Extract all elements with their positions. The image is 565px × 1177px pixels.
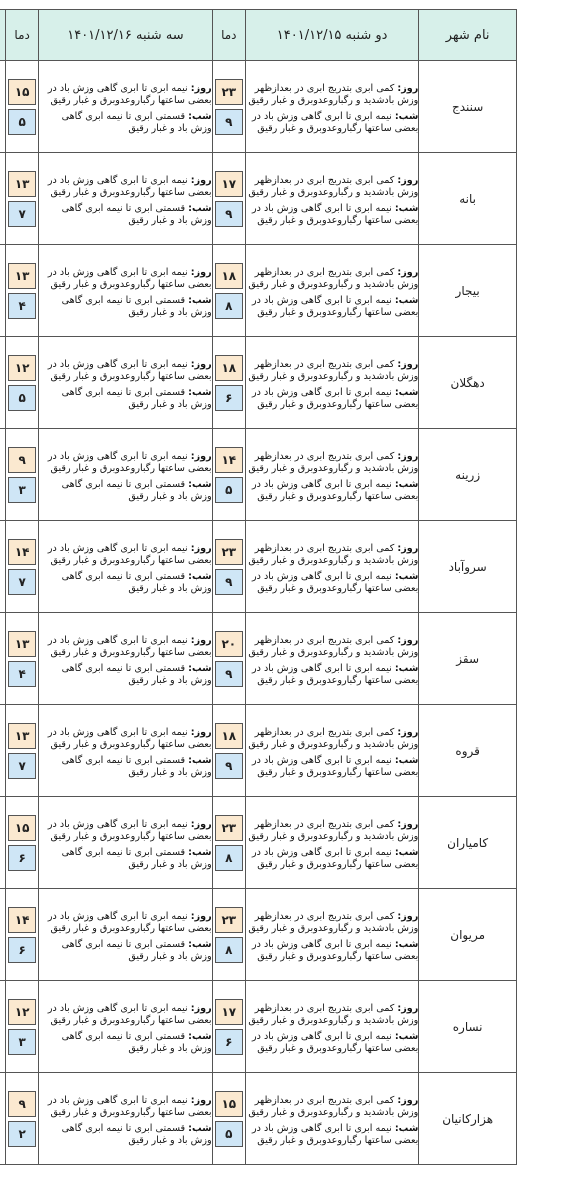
day2-night-text: شب: قسمتی ابری تا نیمه ابری گاهی وزش باد و غبار رقیق (61, 663, 212, 686)
day1-night-text: شب: نیمه ابری تا ابری گاهی وزش باد در بعضی ساعتها رگباروعدوبرق و غبار رقیق (252, 1123, 419, 1146)
day2-min-temp: ۷ (8, 569, 36, 595)
day2-night-text: شب: قسمتی ابری تا نیمه ابری گاهی وزش باد و غبار رقیق (61, 939, 212, 962)
day2-temps (5, 1073, 38, 1165)
day1-day-text: روز: کمی ابری بتدریج ابری در بعدازظهر وزش بادشدید و رگباروعدوبرق و غبار رقیق (248, 635, 419, 658)
day1-night-text: شب: نیمه ابری تا ابری گاهی وزش باد در بعضی ساعتها رگباروعدوبرق و غبار رقیق (252, 847, 419, 870)
day1-min-temp: ۹ (215, 201, 243, 227)
day2-max-temp: ۱۵ (8, 79, 36, 105)
day1-temps (212, 981, 245, 1073)
day1-day-text: روز: کمی ابری بتدریج ابری در بعدازظهر وزش بادشدید و رگباروعدوبرق و غبار رقیق (248, 83, 419, 106)
day1-temps (212, 61, 245, 153)
city-name: قروه (419, 705, 517, 797)
city-name: بیجار (419, 245, 517, 337)
day3-forecast-cut (0, 797, 5, 889)
day1-min-temp: ۵ (215, 477, 243, 503)
day2-header: سه شنبه ۱۴۰۱/۱۲/۱۶ (39, 10, 212, 61)
day2-forecast (39, 705, 212, 797)
day2-day-text: روز: نیمه ابری تا ابری گاهی وزش باد در بعضی ساعتها رگباروعدوبرق و غبار رقیق (47, 1095, 212, 1118)
day1-forecast (246, 705, 419, 797)
day2-night-text: شب: قسمتی ابری تا نیمه ابری گاهی وزش باد و غبار رقیق (61, 111, 212, 134)
day2-temps (5, 613, 38, 705)
day3-forecast-cut (0, 337, 5, 429)
day1-header: دو شنبه ۱۴۰۱/۱۲/۱۵ (246, 10, 419, 61)
day1-forecast (246, 61, 419, 153)
day1-min-temp: ۹ (215, 109, 243, 135)
day2-night-text: شب: قسمتی ابری تا نیمه ابری گاهی وزش باد و غبار رقیق (61, 479, 212, 502)
day2-max-temp: ۱۳ (8, 631, 36, 657)
day2-temps (5, 153, 38, 245)
day1-min-temp: ۹ (215, 753, 243, 779)
day2-night-text: شب: قسمتی ابری تا نیمه ابری گاهی وزش باد و غبار رقیق (61, 571, 212, 594)
day1-night-text: شب: نیمه ابری تا ابری گاهی وزش باد در بعضی ساعتها رگباروعدوبرق و غبار رقیق (252, 387, 419, 410)
day1-day-text: روز: کمی ابری بتدریج ابری در بعدازظهر وزش بادشدید و رگباروعدوبرق و غبار رقیق (248, 727, 419, 750)
city-name: کامیاران (419, 797, 517, 889)
day2-day-text: روز: نیمه ابری تا ابری گاهی وزش باد در بعضی ساعتها رگباروعدوبرق و غبار رقیق (47, 911, 212, 934)
day1-max-temp: ۲۳ (215, 815, 243, 841)
day3-forecast-cut (0, 705, 5, 797)
day1-night-text: شب: نیمه ابری تا ابری گاهی وزش باد در بعضی ساعتها رگباروعدوبرق و غبار رقیق (252, 479, 419, 502)
forecast-table (0, 9, 517, 1165)
day1-night-text: شب: نیمه ابری تا ابری گاهی وزش باد در بعضی ساعتها رگباروعدوبرق و غبار رقیق (252, 755, 419, 778)
day2-temps (5, 429, 38, 521)
day1-temps (212, 797, 245, 889)
table-row (0, 797, 517, 889)
day1-forecast (246, 153, 419, 245)
table-row (0, 521, 517, 613)
day1-temp-header: دما (212, 10, 245, 61)
day1-day-text: روز: کمی ابری بتدریج ابری در بعدازظهر وزش بادشدید و رگباروعدوبرق و غبار رقیق (248, 543, 419, 566)
day1-max-temp: ۱۴ (215, 447, 243, 473)
day3-forecast-cut (0, 1073, 5, 1165)
day2-temps (5, 981, 38, 1073)
table-row (0, 981, 517, 1073)
day2-forecast (39, 429, 212, 521)
day2-temps (5, 705, 38, 797)
day1-day-text: روز: کمی ابری بتدریج ابری در بعدازظهر وزش بادشدید و رگباروعدوبرق و غبار رقیق (248, 819, 419, 842)
day1-day-text: روز: کمی ابری بتدریج ابری در بعدازظهر وزش بادشدید و رگباروعدوبرق و غبار رقیق (248, 911, 419, 934)
table-row (0, 61, 517, 153)
day2-temps (5, 245, 38, 337)
day1-min-temp: ۹ (215, 569, 243, 595)
day2-day-text: روز: نیمه ابری تا ابری گاهی وزش باد در بعضی ساعتها رگباروعدوبرق و غبار رقیق (47, 451, 212, 474)
city-name: سروآباد (419, 521, 517, 613)
day2-min-temp: ۳ (8, 477, 36, 503)
day2-night-text: شب: قسمتی ابری تا نیمه ابری گاهی وزش باد و غبار رقیق (61, 387, 212, 410)
day1-forecast (246, 1073, 419, 1165)
day2-temps (5, 797, 38, 889)
day2-night-text: شب: قسمتی ابری تا نیمه ابری گاهی وزش باد و غبار رقیق (61, 755, 212, 778)
day2-min-temp: ۵ (8, 385, 36, 411)
day2-day-text: روز: نیمه ابری تا ابری گاهی وزش باد در بعضی ساعتها رگباروعدوبرق و غبار رقیق (47, 267, 212, 290)
day1-max-temp: ۱۸ (215, 263, 243, 289)
day2-temps (5, 889, 38, 981)
day2-day-text: روز: نیمه ابری تا ابری گاهی وزش باد در بعضی ساعتها رگباروعدوبرق و غبار رقیق (47, 819, 212, 842)
day2-min-temp: ۲ (8, 1121, 36, 1147)
table-row (0, 613, 517, 705)
day1-min-temp: ۸ (215, 845, 243, 871)
day3-forecast-cut (0, 613, 5, 705)
day1-night-text: شب: نیمه ابری تا ابری گاهی وزش باد در بعضی ساعتها رگباروعدوبرق و غبار رقیق (252, 203, 419, 226)
day3-forecast-cut (0, 521, 5, 613)
day2-temps (5, 61, 38, 153)
day2-temp-header: دما (5, 10, 38, 61)
city-name: مریوان (419, 889, 517, 981)
day1-min-temp: ۶ (215, 385, 243, 411)
day2-temps (5, 521, 38, 613)
day2-forecast (39, 337, 212, 429)
day2-forecast (39, 245, 212, 337)
day2-forecast (39, 613, 212, 705)
header-row (0, 10, 517, 61)
day1-max-temp: ۱۵ (215, 1091, 243, 1117)
day1-temps (212, 1073, 245, 1165)
day1-min-temp: ۵ (215, 1121, 243, 1147)
day2-min-temp: ۴ (8, 661, 36, 687)
day2-max-temp: ۹ (8, 447, 36, 473)
day1-min-temp: ۸ (215, 937, 243, 963)
day2-min-temp: ۵ (8, 109, 36, 135)
day2-max-temp: ۱۳ (8, 263, 36, 289)
city-name: زرینه (419, 429, 517, 521)
day1-max-temp: ۲۳ (215, 539, 243, 565)
day2-forecast (39, 797, 212, 889)
table-row (0, 889, 517, 981)
day1-forecast (246, 429, 419, 521)
day1-forecast (246, 245, 419, 337)
day1-forecast (246, 889, 419, 981)
day1-max-temp: ۱۷ (215, 171, 243, 197)
day1-temps (212, 613, 245, 705)
day1-day-text: روز: کمی ابری بتدریج ابری در بعدازظهر وزش بادشدید و رگباروعدوبرق و غبار رقیق (248, 1095, 419, 1118)
day1-temps (212, 521, 245, 613)
day1-temps (212, 245, 245, 337)
day3-forecast-cut (0, 61, 5, 153)
day2-day-text: روز: نیمه ابری تا ابری گاهی وزش باد در بعضی ساعتها رگباروعدوبرق و غبار رقیق (47, 175, 212, 198)
day2-night-text: شب: قسمتی ابری تا نیمه ابری گاهی وزش باد و غبار رقیق (61, 295, 212, 318)
day1-day-text: روز: کمی ابری بتدریج ابری در بعدازظهر وزش بادشدید و رگباروعدوبرق و غبار رقیق (248, 1003, 419, 1026)
city-name: نساره (419, 981, 517, 1073)
day2-max-temp: ۱۲ (8, 355, 36, 381)
day2-max-temp: ۱۲ (8, 999, 36, 1025)
day1-max-temp: ۲۳ (215, 79, 243, 105)
day2-min-temp: ۴ (8, 293, 36, 319)
day1-day-text: روز: کمی ابری بتدریج ابری در بعدازظهر وزش بادشدید و رگباروعدوبرق و غبار رقیق (248, 451, 419, 474)
day2-night-text: شب: قسمتی ابری تا نیمه ابری گاهی وزش باد و غبار رقیق (61, 1123, 212, 1146)
day1-night-text: شب: نیمه ابری تا ابری گاهی وزش باد در بعضی ساعتها رگباروعدوبرق و غبار رقیق (252, 939, 419, 962)
city-header: نام شهر (419, 10, 517, 61)
day1-temps (212, 153, 245, 245)
day2-min-temp: ۶ (8, 937, 36, 963)
day2-max-temp: ۱۳ (8, 171, 36, 197)
day2-max-temp: ۹ (8, 1091, 36, 1117)
day1-forecast (246, 797, 419, 889)
day1-day-text: روز: کمی ابری بتدریج ابری در بعدازظهر وزش بادشدید و رگباروعدوبرق و غبار رقیق (248, 359, 419, 382)
day1-min-temp: ۶ (215, 1029, 243, 1055)
day1-night-text: شب: نیمه ابری تا ابری گاهی وزش باد در بعضی ساعتها رگباروعدوبرق و غبار رقیق (252, 111, 419, 134)
day3-forecast-cut (0, 889, 5, 981)
day1-day-text: روز: کمی ابری بتدریج ابری در بعدازظهر وزش بادشدید و رگباروعدوبرق و غبار رقیق (248, 267, 419, 290)
day1-forecast (246, 521, 419, 613)
day2-day-text: روز: نیمه ابری تا ابری گاهی وزش باد در بعضی ساعتها رگباروعدوبرق و غبار رقیق (47, 83, 212, 106)
forecast-rows (0, 61, 517, 1165)
day2-max-temp: ۱۴ (8, 907, 36, 933)
table-row (0, 705, 517, 797)
day2-forecast (39, 61, 212, 153)
day1-temps (212, 429, 245, 521)
day3-header-cut (0, 10, 5, 61)
day1-max-temp: ۲۰ (215, 631, 243, 657)
day2-day-text: روز: نیمه ابری تا ابری گاهی وزش باد در بعضی ساعتها رگباروعدوبرق و غبار رقیق (47, 727, 212, 750)
day3-forecast-cut (0, 153, 5, 245)
table-row (0, 429, 517, 521)
day1-night-text: شب: نیمه ابری تا ابری گاهی وزش باد در بعضی ساعتها رگباروعدوبرق و غبار رقیق (252, 663, 419, 686)
day3-forecast-cut (0, 429, 5, 521)
table-row (0, 1073, 517, 1165)
day2-min-temp: ۷ (8, 201, 36, 227)
city-name: سنندج (419, 61, 517, 153)
day2-forecast (39, 889, 212, 981)
day3-forecast-cut (0, 245, 5, 337)
day2-night-text: شب: قسمتی ابری تا نیمه ابری گاهی وزش باد و غبار رقیق (61, 203, 212, 226)
day1-night-text: شب: نیمه ابری تا ابری گاهی وزش باد در بعضی ساعتها رگباروعدوبرق و غبار رقیق (252, 571, 419, 594)
table-row (0, 245, 517, 337)
day2-day-text: روز: نیمه ابری تا ابری گاهی وزش باد در بعضی ساعتها رگباروعدوبرق و غبار رقیق (47, 359, 212, 382)
day2-forecast (39, 1073, 212, 1165)
day2-day-text: روز: نیمه ابری تا ابری گاهی وزش باد در بعضی ساعتها رگباروعدوبرق و غبار رقیق (47, 1003, 212, 1026)
city-name: سقز (419, 613, 517, 705)
day2-forecast (39, 521, 212, 613)
day1-day-text: روز: کمی ابری بتدریج ابری در بعدازظهر وزش بادشدید و رگباروعدوبرق و غبار رقیق (248, 175, 419, 198)
table-row (0, 153, 517, 245)
day2-min-temp: ۶ (8, 845, 36, 871)
day1-forecast (246, 337, 419, 429)
day2-max-temp: ۱۴ (8, 539, 36, 565)
day1-max-temp: ۲۳ (215, 907, 243, 933)
day2-max-temp: ۱۵ (8, 815, 36, 841)
day1-min-temp: ۸ (215, 293, 243, 319)
day2-forecast (39, 981, 212, 1073)
day1-max-temp: ۱۸ (215, 723, 243, 749)
day2-night-text: شب: قسمتی ابری تا نیمه ابری گاهی وزش باد و غبار رقیق (61, 1031, 212, 1054)
day2-max-temp: ۱۳ (8, 723, 36, 749)
day1-temps (212, 889, 245, 981)
day1-temps (212, 337, 245, 429)
day2-forecast (39, 153, 212, 245)
day1-night-text: شب: نیمه ابری تا ابری گاهی وزش باد در بعضی ساعتها رگباروعدوبرق و غبار رقیق (252, 1031, 419, 1054)
day2-day-text: روز: نیمه ابری تا ابری گاهی وزش باد در بعضی ساعتها رگباروعدوبرق و غبار رقیق (47, 543, 212, 566)
day2-temps (5, 337, 38, 429)
day3-forecast-cut (0, 981, 5, 1073)
day1-forecast (246, 981, 419, 1073)
city-name: هزارکانیان (419, 1073, 517, 1165)
table-row (0, 337, 517, 429)
day1-min-temp: ۹ (215, 661, 243, 687)
city-name: بانه (419, 153, 517, 245)
day2-min-temp: ۳ (8, 1029, 36, 1055)
day2-day-text: روز: نیمه ابری تا ابری گاهی وزش باد در بعضی ساعتها رگباروعدوبرق و غبار رقیق (47, 635, 212, 658)
day2-night-text: شب: قسمتی ابری تا نیمه ابری گاهی وزش باد و غبار رقیق (61, 847, 212, 870)
day1-max-temp: ۱۷ (215, 999, 243, 1025)
city-name: دهگلان (419, 337, 517, 429)
day2-min-temp: ۷ (8, 753, 36, 779)
day1-temps (212, 705, 245, 797)
day1-max-temp: ۱۸ (215, 355, 243, 381)
day1-forecast (246, 613, 419, 705)
day1-night-text: شب: نیمه ابری تا ابری گاهی وزش باد در بعضی ساعتها رگباروعدوبرق و غبار رقیق (252, 295, 419, 318)
